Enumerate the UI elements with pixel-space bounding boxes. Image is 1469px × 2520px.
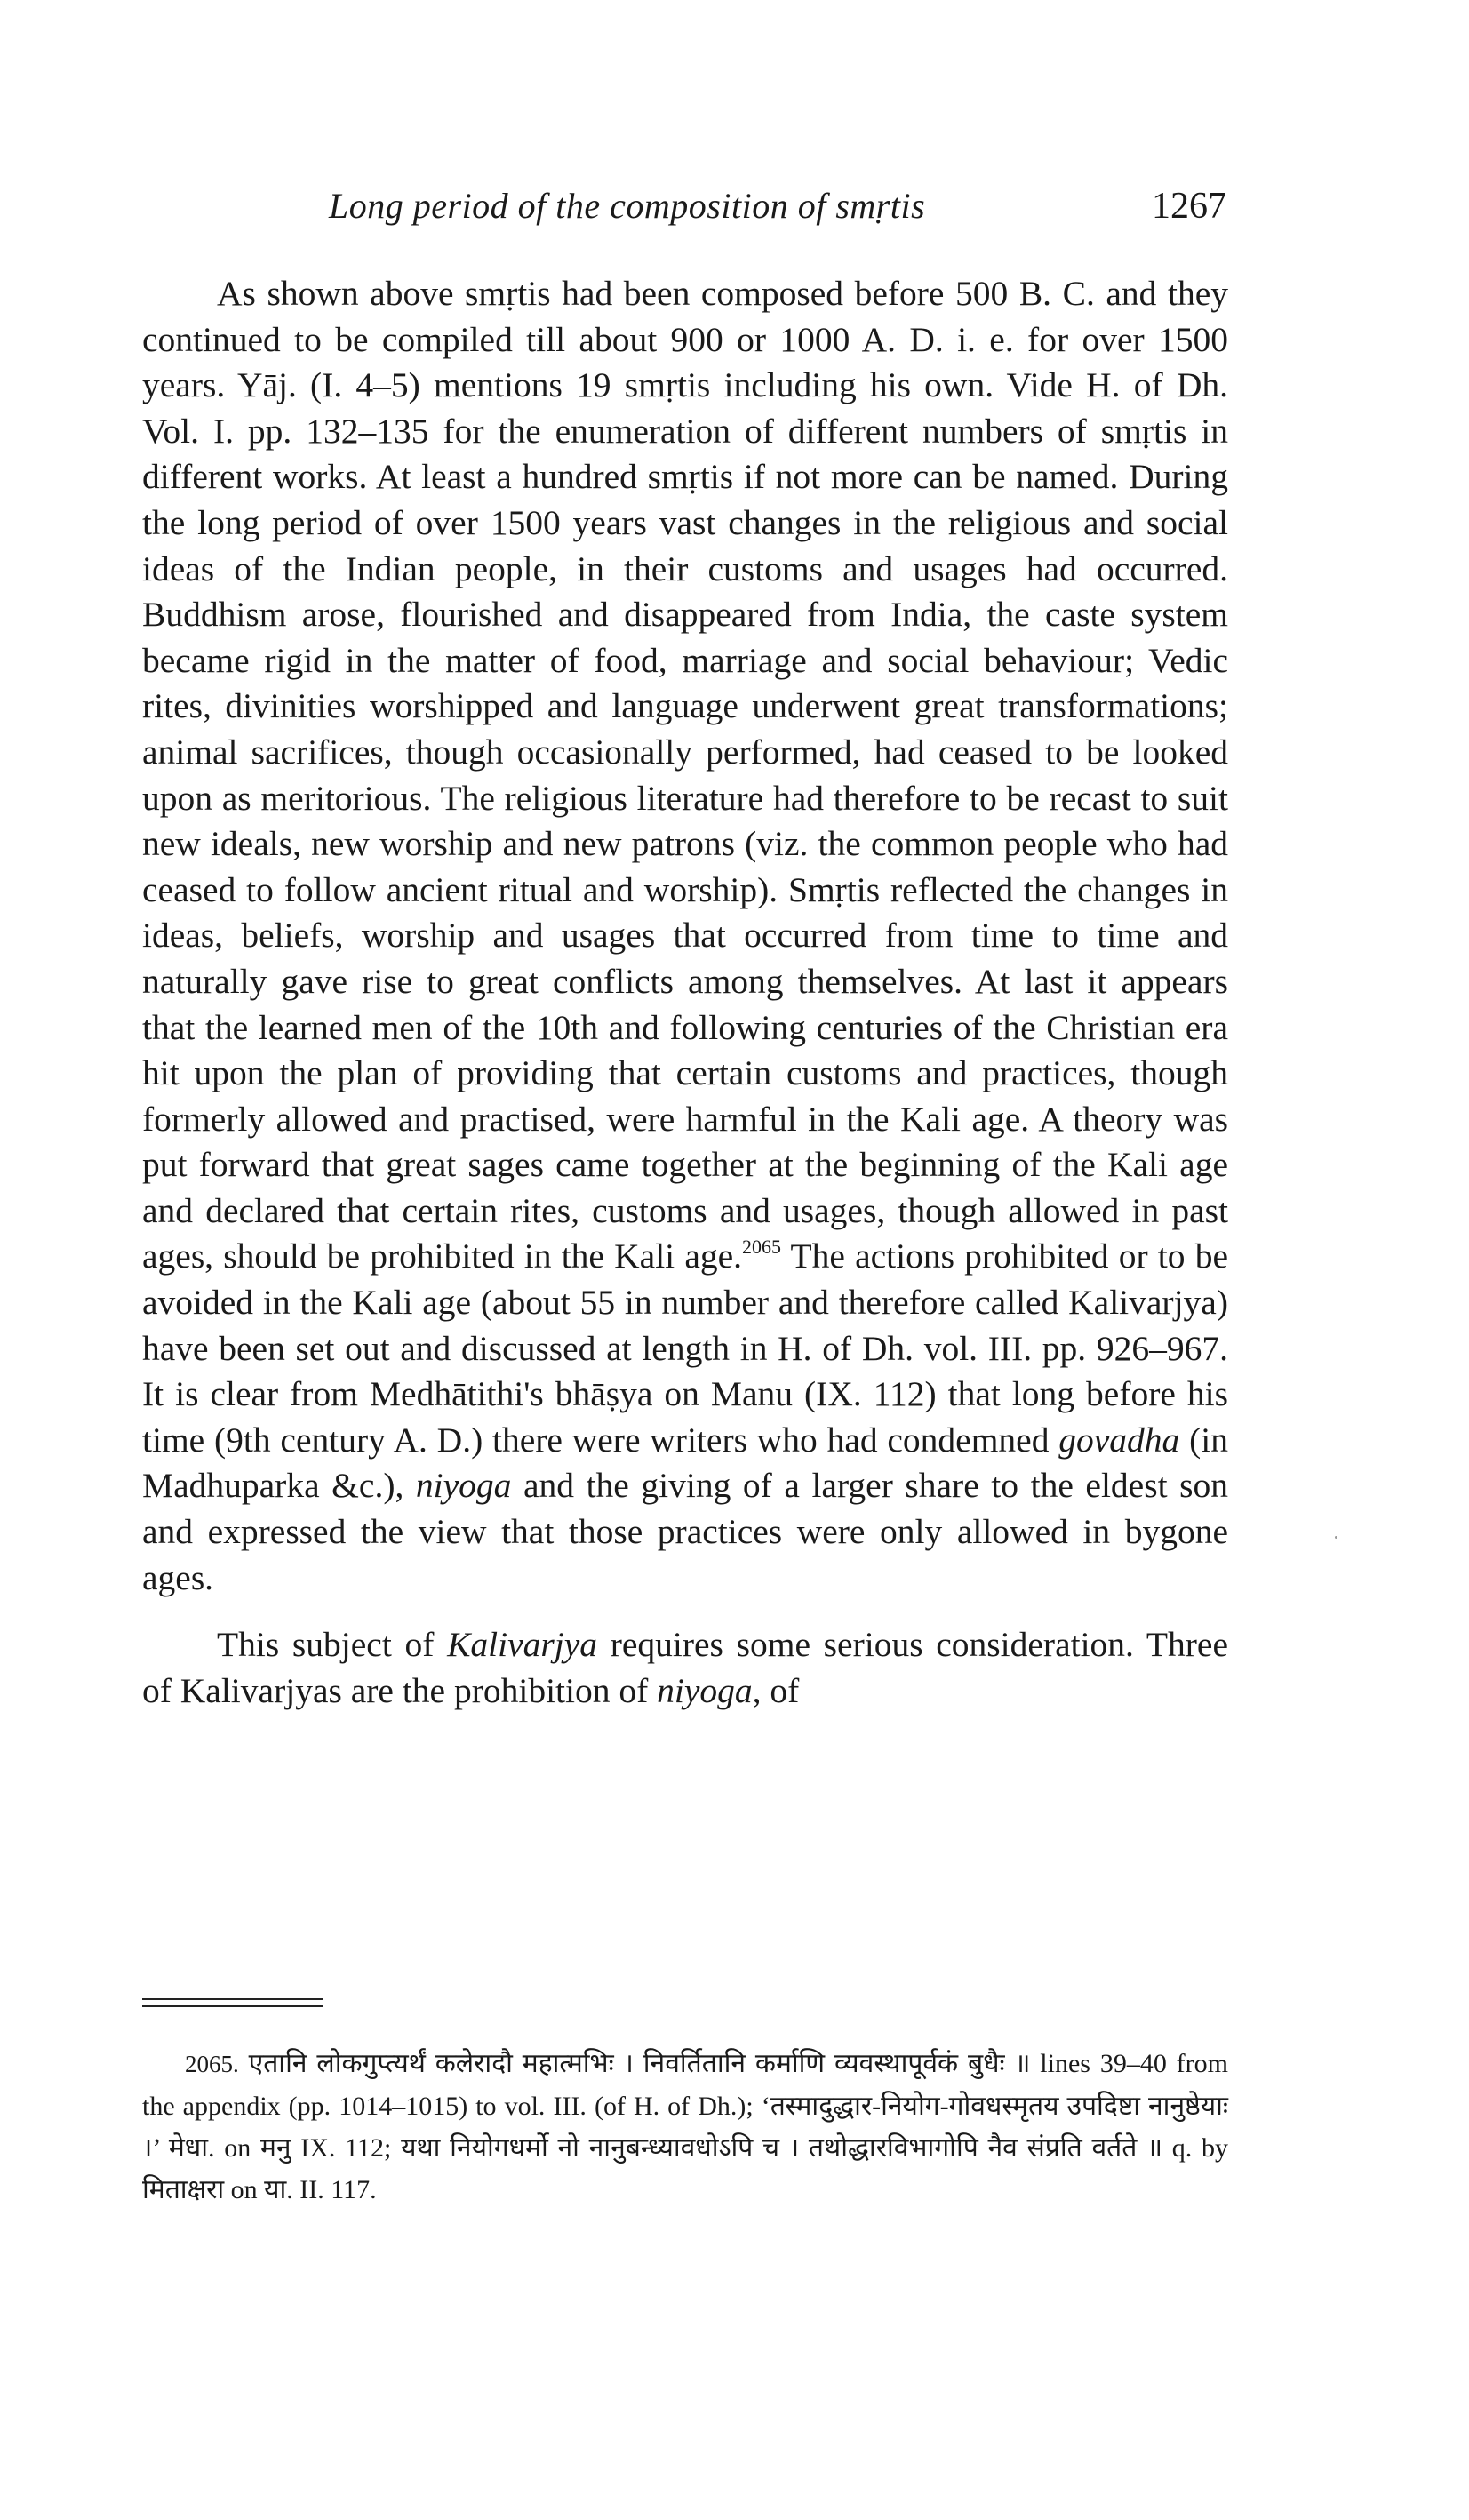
footnote-2065	[142, 2043, 1228, 2211]
running-title: Long period of the composition of smṛtis	[329, 186, 926, 226]
footnote-text: एतानि लोकगुप्त्यर्थं कलेरादौ महात्मभिः । निवर्तितानि कर्माणि व्यवस्थापूर्वकं बुधैः ॥ lines 39–40 from the appendix (pp. 1014–1015) to vol. III. (of H. of Dh.); ‘तस्मादुद्धार-नियोग-गोवधस्मृतय उपदिष्टा नानुष्ठेयाः ।’ मेधा. on मनु IX. 112; यथा नियोगधर्मो नो नानुबन्ध्यावधोऽपि च । तथोद्धारविभागोपि नैव संप्रति वर्तते ॥ q. by मिताक्षरा on या. II. 117.	[142, 2049, 1228, 2204]
paragraph-2	[142, 1622, 1228, 1714]
term-niyoga: niyoga	[415, 1466, 512, 1506]
paragraph-2-part-a: This subject of	[217, 1625, 448, 1665]
page-header	[142, 185, 1226, 238]
paragraph-1	[142, 271, 1228, 1601]
paragraph-1-part-b: The actions prohibited or to be avoided in the Kali age (about 55 in number and therefore called Kalivarjya) have been set out and discussed at length in H. of Dh. vol. III. pp. 926–967. It is clear from Medhātithi's bhāṣya on Manu (IX. 112) that long before his time (9th century A. D.) there were writers who had condemned	[142, 1236, 1228, 1460]
main-text	[142, 271, 1228, 1714]
footnote-divider-top	[142, 1998, 323, 2000]
paragraph-1-part-d: and the giving of a larger share to the eldest son and expressed the view that those practices were only allowed in bygone ages.	[142, 1466, 1228, 1597]
footnote-paragraph	[142, 2043, 1228, 2211]
footnote-number: 2065.	[185, 2051, 239, 2077]
paragraph-2-part-b: requires some serious consideration. Three of Kalivarjyas are the prohibition of	[142, 1625, 1228, 1710]
term-govadha: govadha	[1058, 1420, 1180, 1460]
page-number: 1267	[1152, 186, 1226, 227]
term-kalivarjya: Kalivarjya	[447, 1625, 598, 1665]
footnote-divider-bottom	[142, 2005, 323, 2007]
scan-speck	[1335, 1536, 1337, 1539]
paragraph-1-part-c: (in Madhuparka &c.),	[142, 1420, 1228, 1506]
paragraph-1-part-a: As shown above smṛtis had been composed before 500 B. C. and they continued to be compiled till about 900 or 1000 A. D. i. e. for over 1500 years. Yāj. (I. 4–5) mentions 19 smṛtis including his own. Vide H. of Dh. Vol. I. pp. 132–135 for the enumeration of different numbers of smṛtis in different works. At least a hundred smṛtis if not more can be named. During the long period of over 1500 years vast changes in the religious and social ideas of the Indian people, in their customs and usages had occurred. Buddhism arose, flourished and disappeared from India, the caste system became rigid in the matter of food, marriage and social behaviour; Vedic rites, divinities worshipped and language underwent great transformations; animal sacrifices, though occasionally performed, had ceased to be looked upon as meritorious. The religious literature had therefore to be recast to suit new ideals, new worship and new patrons (viz. the common people who had ceased to follow ancient ritual and worship). Smṛtis reflected the changes in ideas, beliefs, worship and usages that occurred from time to time and naturally gave rise to great conflicts among themselves. At last it appears that the learned men of the 10th and following centuries of the Christian era hit upon the plan of providing that certain customs and practices, though formerly allowed and practised, were harmful in the Kali age. A theory was put forward that great sages came together at the beginning of the Kali age and declared that certain rites, customs and usages, though allowed in past ages, should be prohibited in the Kali age.	[142, 274, 1228, 1276]
term-niyoga-2: niyoga	[657, 1670, 753, 1710]
paragraph-2-part-c: , of	[752, 1670, 800, 1710]
footnote-reference: 2065	[742, 1236, 782, 1259]
